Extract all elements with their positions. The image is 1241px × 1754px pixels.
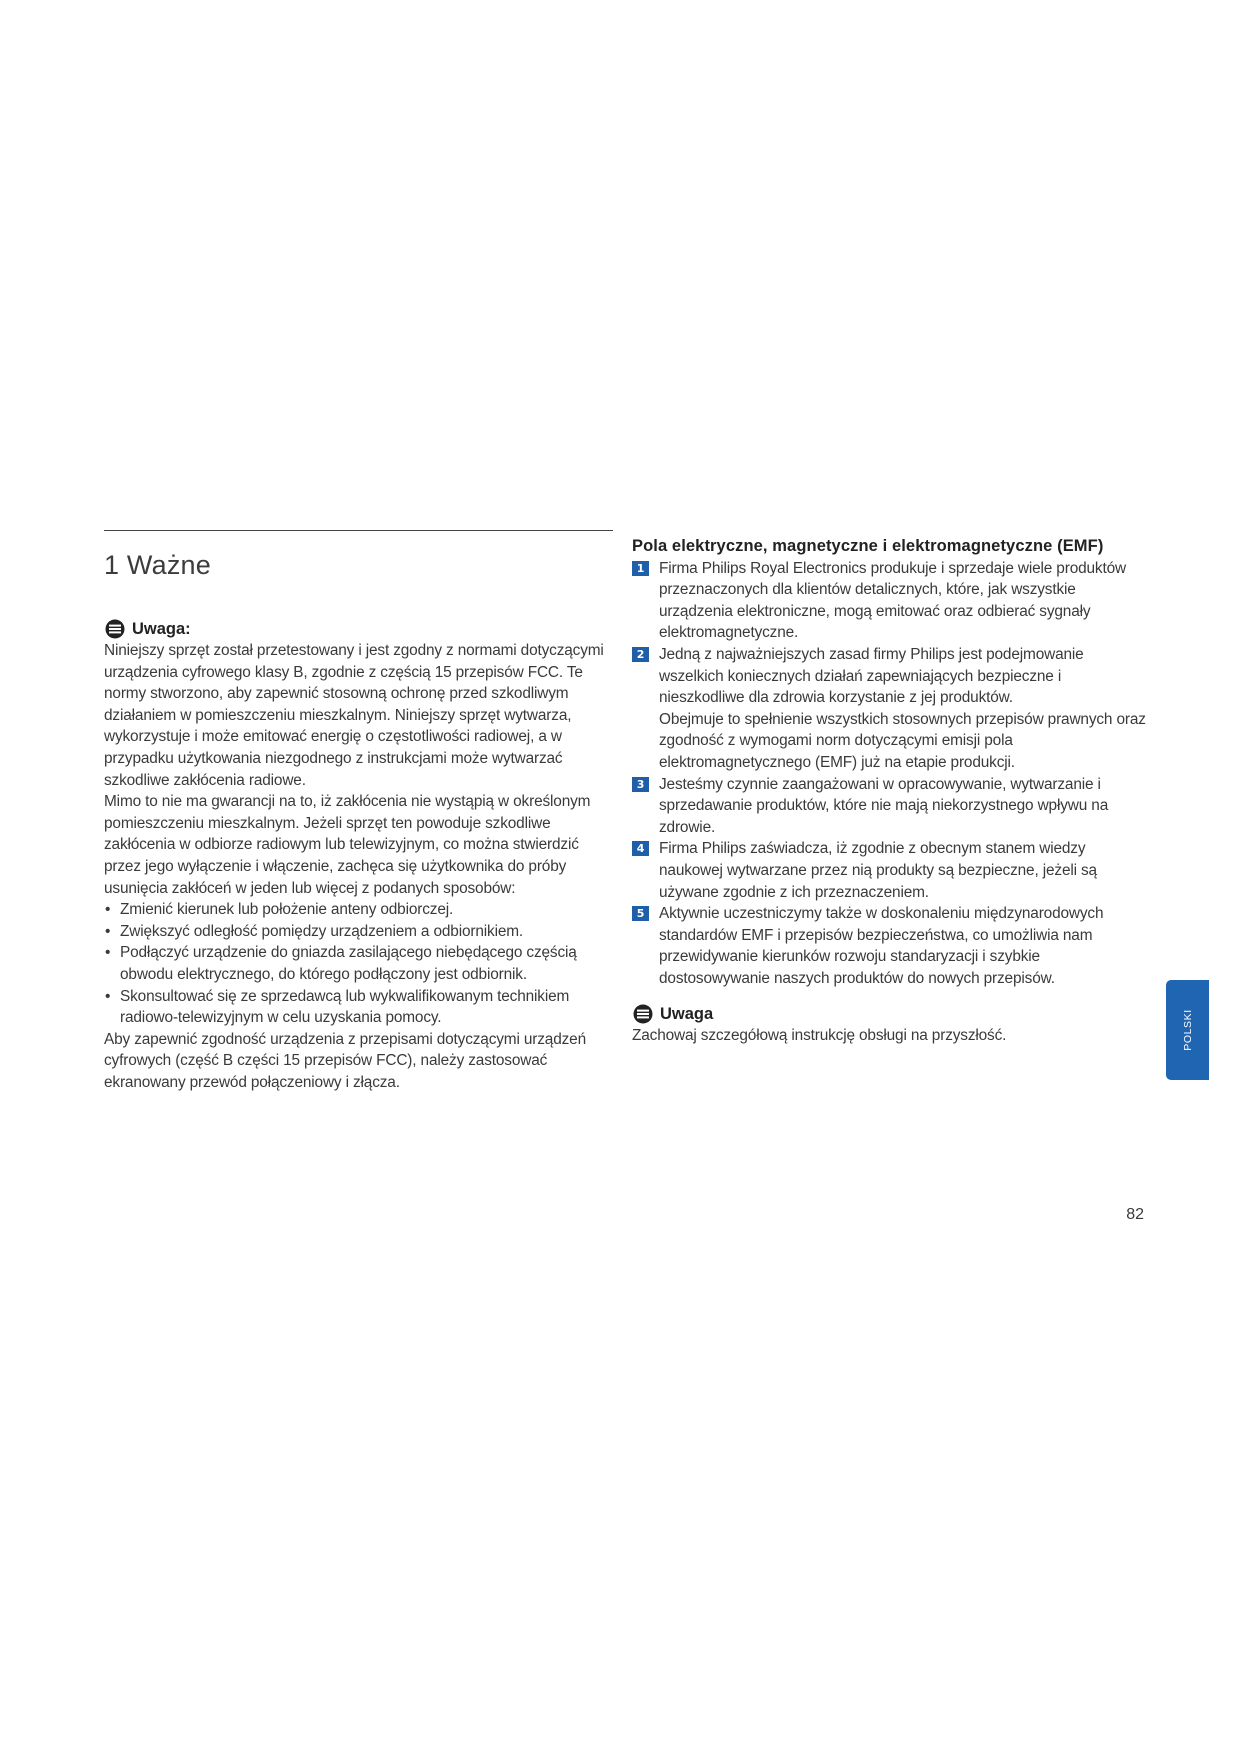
step-number-badge: 5	[632, 906, 649, 921]
spacer	[632, 989, 1148, 1003]
list-item	[632, 903, 1148, 989]
note-title: Uwaga	[660, 1005, 714, 1024]
note-heading	[104, 618, 616, 640]
list-item-text: Jesteśmy czynnie zaangażowani w opracowywanie, wytwarzanie i sprzedawanie produktów, które nie mają niekorzystnego wpływu na zdrowie.	[659, 775, 1109, 836]
list-item	[632, 644, 1148, 774]
note-title: Uwaga:	[132, 620, 191, 638]
list-item	[632, 838, 1148, 903]
step-number-badge: 3	[632, 777, 649, 792]
list-item	[632, 774, 1148, 839]
note-heading	[632, 1003, 1148, 1025]
step-number-badge: 4	[632, 841, 649, 856]
bullet-item: • Podłączyć urządzenie do gniazda zasilającego niebędącego częścią obwodu elektrycznego, do którego podłączony jest odbiornik.	[104, 942, 616, 985]
page-number: 82	[1126, 1206, 1144, 1223]
list-item-text-continued: Obejmuje to spełnienie wszystkich stosownych przepisów prawnych oraz zgodność z wymogami norm dotyczącymi emisji pola elektromagnetycznego (EMF) już na etapie produkcji.	[659, 710, 1146, 771]
list-item-text: Jedną z najważniejszych zasad firmy Philips jest podejmowanie wszelkich koniecznych działań zapewniających bezpieczne i nieszkodliwe dla zdrowia korzystanie z jej produktów.	[659, 645, 1084, 707]
closing-paragraph: Aby zapewnić zgodność urządzenia z przepisami dotyczącymi urządzeń cyfrowych (część B części 15 przepisów FCC), należy zastosować ekranowany przewód połączeniowy i złącza.	[104, 1030, 586, 1091]
bullet-item: • Zmienić kierunek lub położenie anteny odbiorczej.	[104, 899, 616, 921]
numbered-list	[632, 558, 1148, 990]
list-item	[632, 558, 1148, 644]
chapter-rule	[104, 530, 613, 531]
step-number-badge: 2	[632, 647, 649, 662]
step-number-badge: 1	[632, 561, 649, 576]
section-title: Pola elektryczne, magnetyczne i elektromagnetyczne (EMF)	[632, 537, 1104, 555]
bullet-item: • Zwiększyć odległość pomiędzy urządzeniem a odbiornikiem.	[104, 921, 616, 943]
list-item-text: Aktywnie uczestniczymy także w doskonaleniu międzynarodowych standardów EMF i przepisów bezpieczeństwa, co umożliwia nam przewidywanie kierunków rozwoju standaryzacji i szybkie dostosowywanie naszych produktów do nowych przepisów.	[659, 905, 1104, 987]
right-column	[632, 536, 1148, 1047]
language-tab	[1166, 980, 1209, 1080]
bullet-list	[104, 899, 616, 1029]
paragraph: Niniejszy sprzęt został przetestowany i jest zgodny z normami dotyczącymi urządzenia cyfrowego klasy B, zgodnie z częścią 15 przepisów FCC. Te normy stworzono, aby zapewnić stosowną ochronę przed szkodliwym działaniem w pomieszczeniu mieszkalnym. Niniejszy sprzęt wytwarza, wykorzystuje i może emitować energię o częstotliwości radiowej, a w przypadku użytkowania niezgodnego z instrukcjami może wytwarzać szkodliwe zakłócenia radiowe.	[104, 642, 604, 789]
left-column	[104, 548, 616, 1093]
note-text: Zachowaj szczegółową instrukcję obsługi na przyszłość.	[632, 1027, 1007, 1045]
note-icon	[104, 618, 126, 640]
note-icon	[632, 1003, 654, 1025]
bullet-item: • Skonsultować się ze sprzedawcą lub wykwalifikowanym technikiem radiowo-telewizyjnym w celu uzyskania pomocy.	[104, 986, 616, 1029]
chapter-title: 1 Ważne	[104, 550, 211, 580]
list-item-text: Firma Philips Royal Electronics produkuje i sprzedaje wiele produktów przeznaczonych dla klientów detalicznych, które, jak wszystkie urządzenia elektroniczne, mogą emitować oraz odbierać sygnały elektromagnetyczne.	[659, 559, 1126, 642]
paragraph: Mimo to nie ma gwarancji na to, iż zakłócenia nie wystąpią w określonym pomieszczeniu mieszkalnym. Jeżeli sprzęt ten powoduje szkodliwe zakłócenia w odbiorze radiowym lub telewizyjnym, co można stwierdzić przez jego wyłączenie i włączenie, zachęca się użytkownika do próby usunięcia zakłóceń w jeden lub więcej z podanych sposobów:	[104, 793, 591, 897]
list-item-text: Firma Philips zaświadcza, iż zgodnie z obecnym stanem wiedzy naukowej wytwarzane przez nią produkty są bezpieczne, jeżeli są używane zgodnie z ich przeznaczeniem.	[659, 840, 1097, 901]
language-tab-label: POLSKI	[1181, 1009, 1194, 1051]
